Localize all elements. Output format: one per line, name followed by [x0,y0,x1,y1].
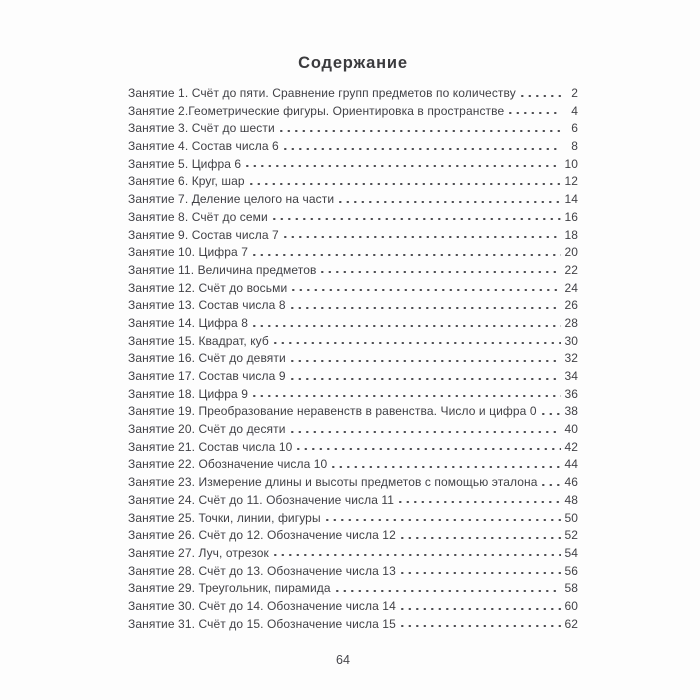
toc-entry [128,511,578,529]
dot-leader [336,590,561,592]
toc-entry-title: Занятие 24. Счёт до 11. Обозначение числа 11 [128,492,395,507]
toc-entry-title: Занятие 4. Состав числа 6 [128,139,279,154]
toc-entry [128,617,578,635]
toc-entry-page: 48 [564,492,578,507]
dot-leader [246,165,561,167]
dot-leader [542,484,561,486]
toc-entry-page: 32 [564,351,578,366]
toc-entry-page: 34 [564,369,578,383]
toc-entry-page: 10 [564,156,578,171]
dot-leader [542,413,561,415]
toc-entry-title: Занятие 13. Состав числа 8 [128,298,286,313]
toc-entry [128,599,578,617]
dot-leader [401,572,561,574]
dot-leader [273,218,561,220]
dot-leader [326,519,561,521]
toc-entry-page: 12 [564,174,578,189]
toc-entry-page: 26 [564,298,578,313]
dot-leader [321,271,561,273]
toc-entry-title: Занятие 27. Луч, отрезок [128,545,269,560]
toc-entry-title: Занятие 23. Измерение длины и высоты предметов с помощью эталона [128,475,538,490]
toc-entry [128,387,578,405]
dot-leader [274,554,561,556]
toc-entry-page: 2 [571,86,578,100]
toc-entry-title: Занятие 18. Цифра 9 [128,386,248,401]
toc-entry [128,104,578,122]
toc-list [128,86,578,634]
toc-entry [128,475,578,493]
toc-entry [128,440,578,458]
toc-entry [128,210,578,228]
toc-entry-page: 56 [564,563,578,578]
dot-leader [253,325,561,327]
toc-entry-page: 54 [564,545,578,560]
toc-entry-page: 60 [564,598,578,613]
toc-entry [128,351,578,369]
toc-entry-page: 58 [564,581,578,596]
toc-entry-title: Занятие 26. Счёт до 12. Обозначение числа 12 [128,528,396,543]
dot-leader [399,501,561,503]
toc-entry [128,245,578,263]
toc-entry [128,86,578,104]
toc-entry-page: 24 [564,280,578,295]
toc-entry-page: 38 [564,404,578,419]
toc-entry-title: Занятие 11. Величина предметов [128,262,317,277]
toc-entry-page: 50 [564,510,578,525]
dot-leader [291,431,561,433]
dot-leader [339,201,561,203]
toc-entry-title: Занятие 3. Счёт до шести [128,121,275,136]
dot-leader [401,625,561,627]
toc-entry-page: 46 [564,475,578,490]
dot-leader [253,395,561,397]
toc-entry-page: 6 [571,121,578,136]
footer-page-number: 64 [336,653,350,667]
toc-entry-title: Занятие 5. Цифра 6 [128,156,242,171]
toc-entry [128,422,578,440]
toc-entry-page: 40 [564,422,578,437]
toc-entry [128,457,578,475]
toc-entry [128,139,578,157]
toc-entry [128,157,578,175]
dot-leader [292,289,561,291]
toc-entry-title: Занятие 1. Счёт до пяти. Сравнение групп предметов по количеству [128,86,516,100]
dot-leader [521,95,561,97]
toc-entry-title: Занятие 20. Счёт до десяти [128,422,286,437]
toc-entry [128,316,578,334]
toc-entry-page: 22 [564,262,578,277]
toc-entry-page: 14 [564,192,578,207]
toc-entry-page: 8 [571,139,578,154]
toc-entry [128,228,578,246]
dot-leader [332,466,561,468]
toc-entry-title: Занятие 10. Цифра 7 [128,245,248,260]
toc-entry-title: Занятие 22. Обозначение числа 10 [128,457,328,472]
toc-entry-page: 16 [564,209,578,224]
toc-entry-title: Занятие 14. Цифра 8 [128,315,248,330]
dot-leader [280,130,561,132]
dot-leader [284,148,561,150]
toc-entry [128,564,578,582]
toc-entry-page: 62 [564,616,578,631]
toc-entry-title: Занятие 31. Счёт до 15. Обозначение числа 15 [128,616,396,631]
toc-entry-page: 36 [564,386,578,401]
dot-leader [291,360,561,362]
toc-entry-title: Занятие 19. Преобразование неравенств в равенства. Число и цифра 0 [128,404,537,419]
toc-entry-title: Занятие 17. Состав числа 9 [128,369,286,383]
toc-entry [128,581,578,599]
dot-leader [291,307,561,309]
dot-leader [401,537,561,539]
dot-leader [401,608,561,610]
toc-entry-page: 44 [564,457,578,472]
toc-entry-title: Занятие 30. Счёт до 14. Обозначение числа 14 [128,598,396,613]
toc-entry-title: Занятие 21. Состав числа 10 [128,439,293,454]
toc-entry-title: Занятие 2.Геометрические фигуры. Ориентировка в пространстве [128,103,505,118]
toc-entry-page: 20 [564,245,578,260]
toc-entry-title: Занятие 29. Треугольник, пирамида [128,581,331,596]
toc-entry [128,546,578,564]
toc-entry [128,404,578,422]
toc-entry-page: 52 [564,528,578,543]
dot-leader [509,112,561,114]
dot-leader [274,342,561,344]
toc-entry [128,493,578,511]
toc-entry-title: Занятие 15. Квадрат, куб [128,333,269,348]
toc-entry [128,369,578,387]
dot-leader [253,254,561,256]
toc-entry [128,192,578,210]
toc-entry [128,263,578,281]
dot-leader [291,378,561,380]
toc-entry [128,281,578,299]
toc-entry-title: Занятие 16. Счёт до девяти [128,351,286,366]
toc-entry [128,334,578,352]
toc-entry-page: 18 [564,227,578,242]
toc-entry-page: 42 [564,439,578,454]
toc-entry-page: 30 [564,333,578,348]
toc-entry-title: Занятие 7. Деление целого на части [128,192,335,207]
toc-entry [128,298,578,316]
toc-entry-title: Занятие 25. Точки, линии, фигуры [128,510,321,525]
toc-entry-title: Занятие 9. Состав числа 7 [128,227,279,242]
toc-entry-page: 28 [564,315,578,330]
dot-leader [284,236,561,238]
toc-entry [128,174,578,192]
toc-entry-title: Занятие 28. Счёт до 13. Обозначение числа 13 [128,563,396,578]
toc-entry [128,528,578,546]
toc-entry-page: 4 [571,103,578,118]
dot-leader [297,448,561,450]
toc-entry-title: Занятие 6. Круг, шар [128,174,245,189]
toc-entry-title: Занятие 12. Счёт до восьми [128,280,288,295]
page-title: Содержание [298,54,408,72]
dot-leader [250,183,561,185]
toc-entry [128,121,578,139]
toc-entry-title: Занятие 8. Счёт до семи [128,209,268,224]
